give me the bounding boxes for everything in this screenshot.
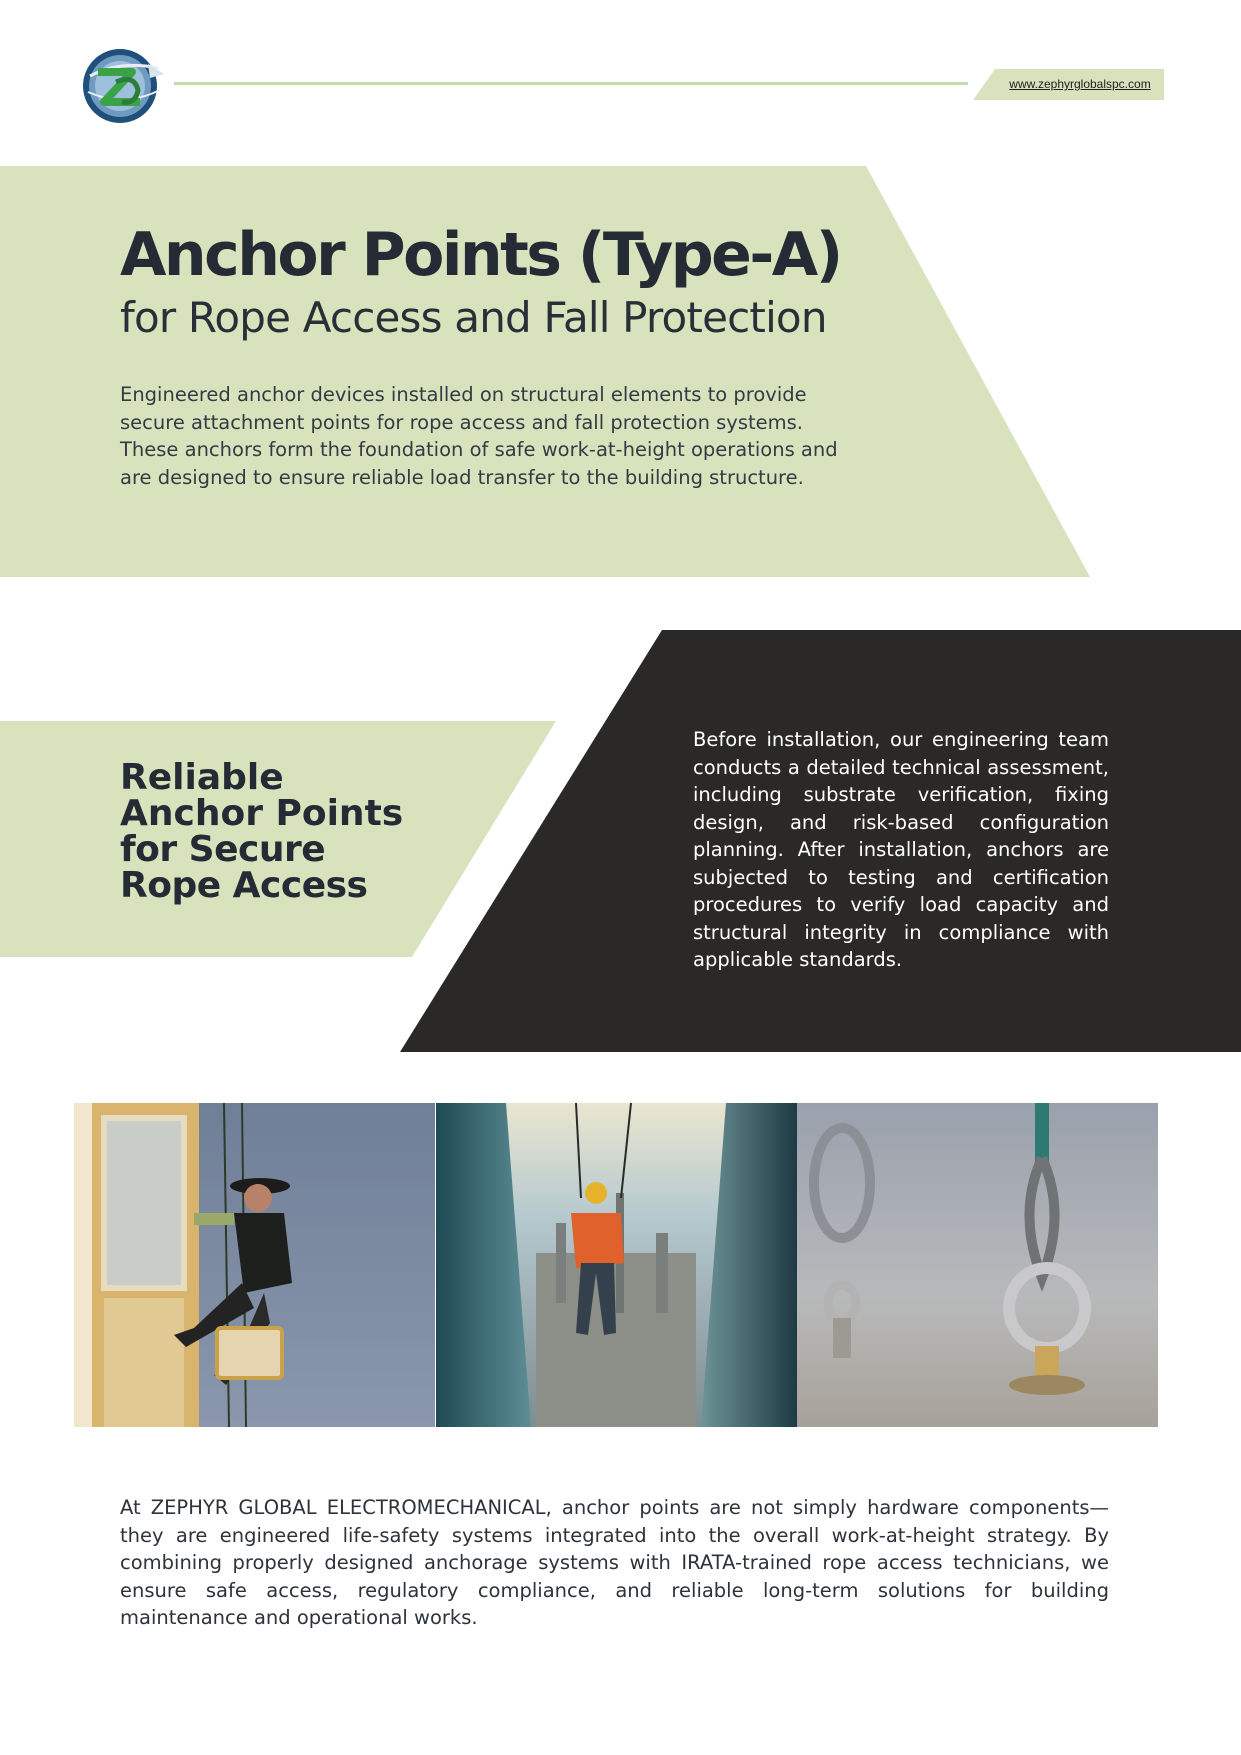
steel-anchor-eyebolt-photo <box>797 1103 1158 1427</box>
page-title: Anchor Points (Type-A) <box>120 220 841 290</box>
window-cleaner-rope-access-photo <box>74 1103 435 1427</box>
website-link[interactable]: www.zephyrglobalspc.com <box>1009 77 1151 91</box>
closing-paragraph: At ZEPHYR GLOBAL ELECTROMECHANICAL, anchor points are not simply hardware components—they are engineered life-safety systems integrated into the overall work-at-height strategy. By combining properly designed anchorage systems with IRATA-trained rope access technicians, we ensure safe access, regulatory compliance, and reliable long-term solutions for building maintenance and operational works. <box>120 1496 1109 1629</box>
page-subtitle: for Rope Access and Fall Protection <box>120 293 827 342</box>
zephyr-global-logo-icon <box>78 46 166 126</box>
feature-heading <box>120 757 404 906</box>
hero-description: Engineered anchor devices installed on structural elements to provide secure attachment points for rope access and fall protection systems. These anchors form the foundation of safe work-at-height operations and are designed to ensure reliable load transfer to the building structure. <box>120 383 838 489</box>
feature-heading-line: for Secure <box>120 829 326 870</box>
skyscraper-rope-access-technician-photo <box>436 1103 797 1427</box>
feature-heading-line: Anchor Points <box>120 793 404 834</box>
feature-heading-line: Reliable <box>120 757 284 798</box>
photo-strip <box>74 1103 1158 1427</box>
header-divider <box>174 82 968 85</box>
installation-details: Before installation, our engineering team conducts a detailed technical assessment, including substrate verification, fixing design, and risk-based configuration planning. After installation, anchors are subjected to testing and certification procedures to verify load capacity and structural integrity in compliance with applicable standards. <box>693 728 1109 971</box>
feature-heading-line: Rope Access <box>120 865 368 906</box>
